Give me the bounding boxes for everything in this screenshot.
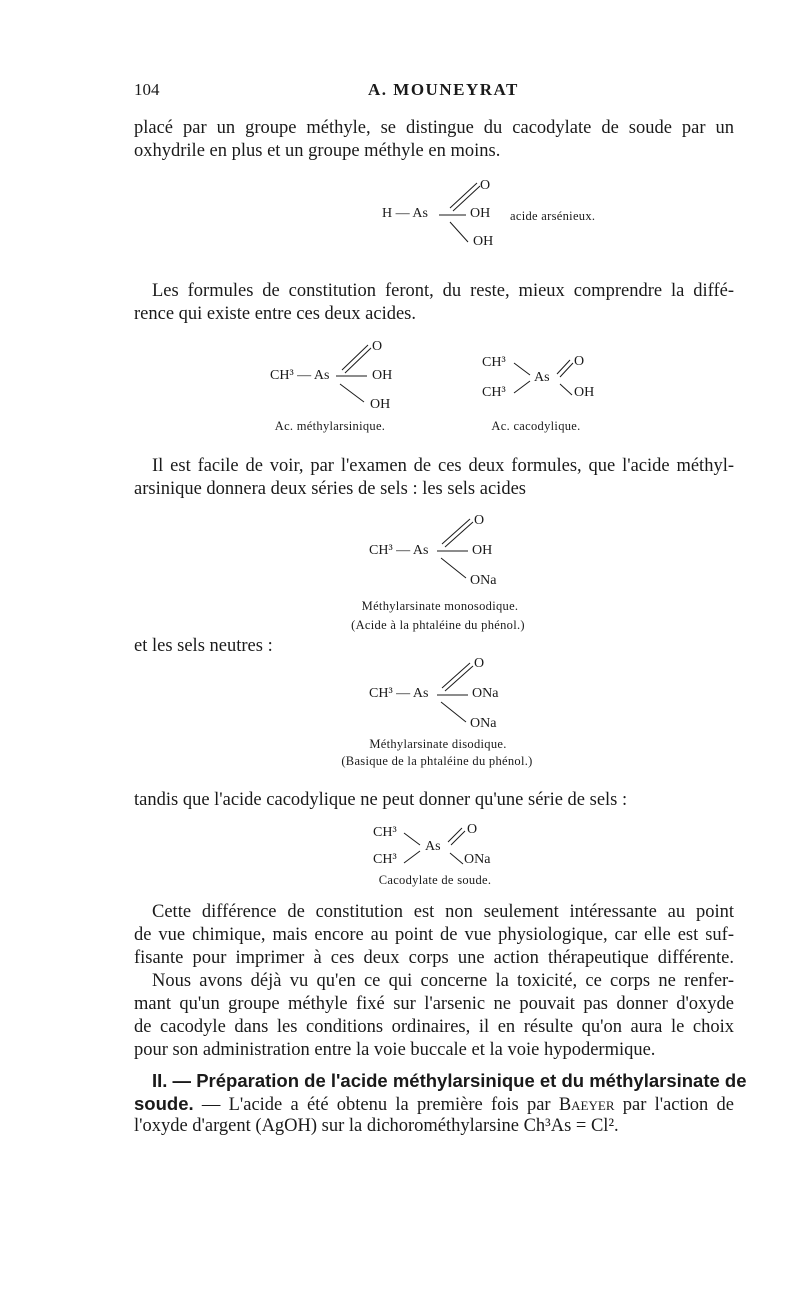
formula-caption: Méthylarsinate disodique. <box>369 737 507 751</box>
formula-label: acide arsénieux. <box>510 209 596 223</box>
formula-as: As <box>534 370 550 385</box>
paragraph-line: tandis que l'acide cacodylique ne peut donner qu'une série de sels : <box>134 790 628 810</box>
formula-left: CH³ — As <box>270 368 330 383</box>
formula-caption: Cacodylate de soude. <box>378 873 492 887</box>
page-number: 104 <box>134 80 160 99</box>
paragraph-line: de vue chimique, mais encore au point de vue physiologique, car elle est suf- <box>134 925 734 945</box>
paragraph-line: de cacodyle dans les conditions ordinaires, il en résulte qu'on aura le choix <box>134 1017 734 1037</box>
formula-top: O <box>574 354 585 369</box>
section-heading-text: II. — Préparation de l'acide méthylarsinique et du méthylarsinate de <box>152 1070 747 1091</box>
section-heading <box>134 1070 747 1093</box>
paragraph-line: Cette différence de constitution est non seulement intéressante au point <box>152 902 734 922</box>
formula-methyl-2: CH³ <box>482 385 506 400</box>
author-name: Baeyer <box>558 1095 615 1115</box>
formula-mid: OH <box>470 206 491 221</box>
formula-bot: ONa <box>470 573 497 588</box>
formula-methyl-2: CH³ <box>373 852 397 867</box>
formula-caption: Ac. méthylarsinique. <box>274 419 386 433</box>
formula-top: O <box>372 339 383 354</box>
formula-top: O <box>474 513 485 528</box>
formula-top: O <box>480 178 491 193</box>
formula-bot: OH <box>370 397 391 412</box>
formula-top: O <box>474 656 485 671</box>
paragraph-line <box>134 1093 734 1116</box>
formula-mid: ONa <box>472 686 499 701</box>
paragraph-line: arsinique donnera deux séries de sels : les sels acides <box>134 479 526 499</box>
formula-bot: OH <box>473 234 494 249</box>
formula-as: As <box>425 839 441 854</box>
formula-bot: ONa <box>470 716 497 731</box>
paragraph-text: — L'acide a été obtenu la première fois par <box>193 1095 559 1115</box>
paragraph-text: par l'action de <box>614 1095 734 1115</box>
formula-methyl-1: CH³ <box>482 355 506 370</box>
paragraph-line: et les sels neutres : <box>134 636 273 656</box>
formula-caption: Ac. cacodylique. <box>491 419 581 433</box>
section-heading-tail: soude. <box>134 1093 194 1114</box>
paragraph-line: Nous avons déjà vu qu'en ce qui concerne la toxicité, ce corps ne renfer- <box>152 971 734 991</box>
running-title: A. MOUNEYRAT <box>368 80 519 99</box>
paragraph-line: rence qui existe entre ces deux acides. <box>134 304 416 324</box>
formula-mid: OH <box>372 368 393 383</box>
formula-caption: (Basique de la phtaléine du phénol.) <box>341 754 533 768</box>
paragraph-line: Il est facile de voir, par l'examen de ces deux formules, que l'acide méthyl- <box>152 456 734 476</box>
paragraph-line: mant qu'un groupe méthyle fixé sur l'arsenic ne pouvait pas donner d'oxyde <box>134 994 734 1014</box>
formula-methyl-1: CH³ <box>373 825 397 840</box>
formula-caption: Méthylarsinate monosodique. <box>361 599 519 613</box>
formula-left: CH³ — As <box>369 686 429 701</box>
formula-bot: OH <box>574 385 595 400</box>
paragraph-line: pour son administration entre la voie buccale et la voie hypodermique. <box>134 1040 656 1060</box>
formula-caption: (Acide à la phtaléine du phénol.) <box>351 618 525 632</box>
paragraph-line: fisante pour imprimer à ces deux corps une action thérapeutique différente. <box>134 948 734 968</box>
formula-left: CH³ — As <box>369 543 429 558</box>
paragraph-line: l'oxyde d'argent (AgOH) sur la dichorométhylarsine Ch³As = Cl². <box>134 1116 619 1136</box>
formula-left: H — As <box>382 206 428 221</box>
paragraph-line: Les formules de constitution feront, du reste, mieux comprendre la diffé- <box>152 281 734 301</box>
paragraph-line: oxhydrile en plus et un groupe méthyle en moins. <box>134 141 501 161</box>
formula-top: O <box>467 822 478 837</box>
paragraph-line: placé par un groupe méthyle, se distingue du cacodylate de soude par un <box>134 118 734 138</box>
formula-mid: OH <box>472 543 493 558</box>
formula-bot: ONa <box>464 852 491 867</box>
